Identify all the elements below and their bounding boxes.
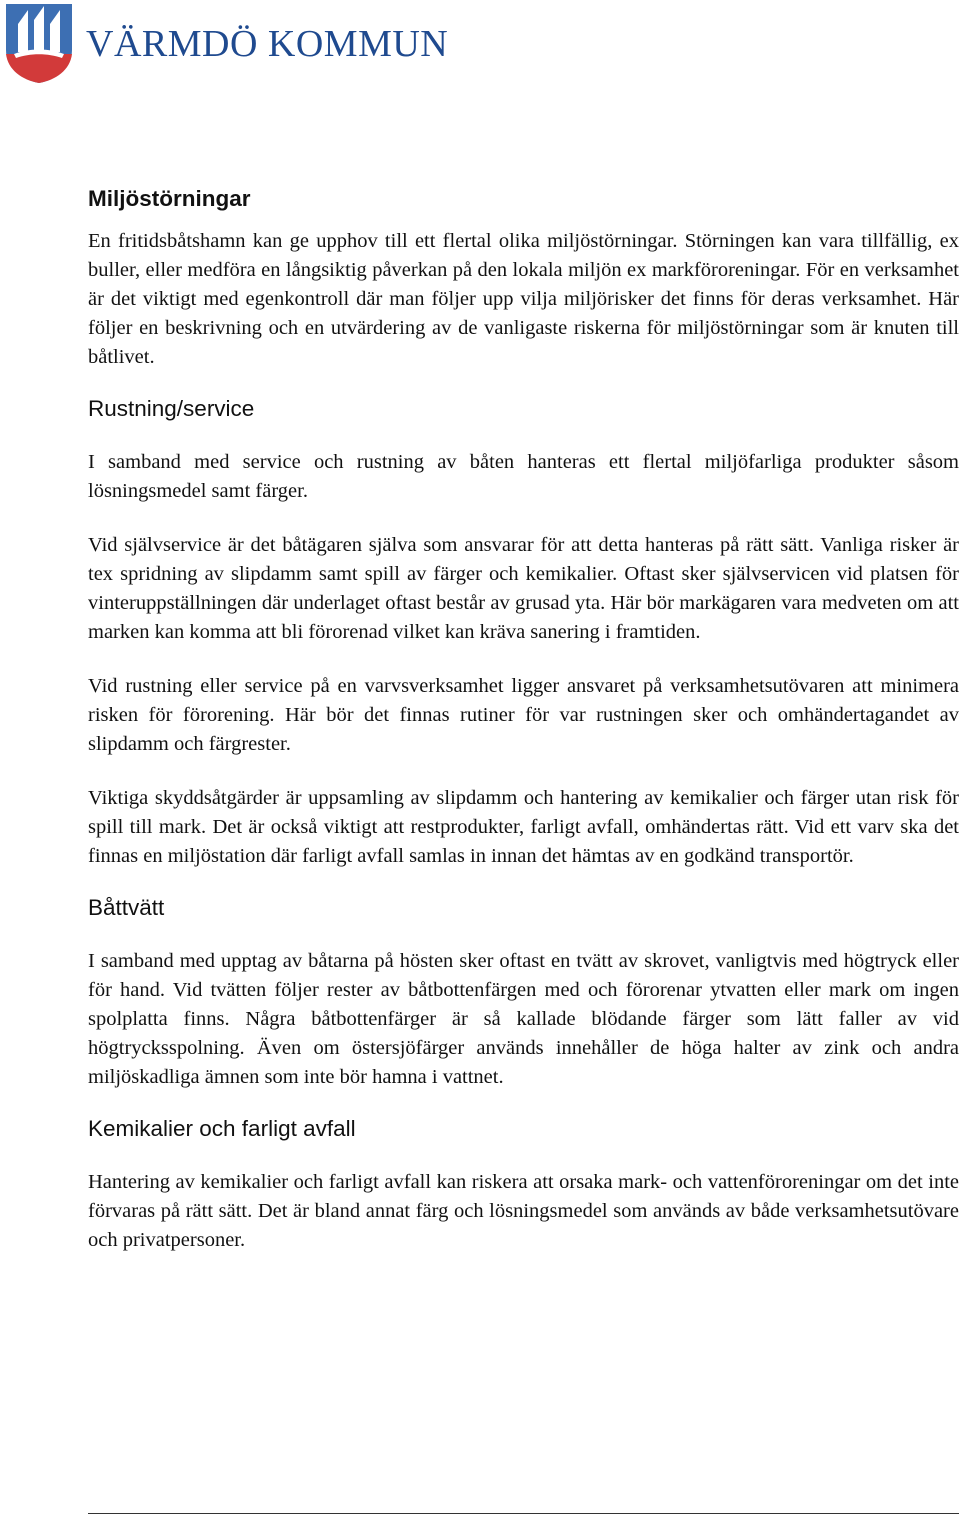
page-header (4, 2, 449, 84)
paragraph: I samband med upptag av båtarna på hösten sker oftast en tvätt av skrovet, vanligtvis med högtryck eller för hand. Vid tvätten följer rester av båtbottenfärgen med och förorenar ytvatten eller mark om ingen spolplatta finns. Några båtbottenfärger är så kallade blödande färger som lätt faller av vid högtrycksspolning. Även om östersjöfärger används innehåller de höga halter av zink och andra miljöskadliga ämnen som inte bör hamna i vattnet. (88, 950, 959, 1088)
paragraph: I samband med service och rustning av båten hanteras ett flertal miljöfarliga produkter såsom lösningsmedel samt färger. (88, 451, 959, 502)
paragraph: Vid rustning eller service på en varvsverksamhet ligger ansvaret på verksamhetsutövaren att minimera risken för förorening. Här bör det finnas rutiner för var rustningen sker och omhändertagandet av slipdamm och färgrester. (88, 675, 959, 755)
varmdo-coat-of-arms-icon (4, 2, 74, 84)
section-heading-kemikalier: Kemikalier och farligt avfall (88, 1116, 356, 1141)
paragraph: En fritidsbåtshamn kan ge upphov till ett flertal olika miljöstörningar. Störningen kan vara tillfällig, ex buller, eller medföra en långsiktig påverkan på den lokala miljön ex markföroreningar. För en verksamhet är det viktigt med egenkontroll där man följer upp vilja miljörisker det finns för deras verksamhet. Här följer en beskrivning och en utvärdering av de vanligaste riskerna för miljöstörningar som är knuten till båtlivet. (88, 230, 959, 368)
section-heading-battvatt: Båttvätt (88, 895, 165, 920)
paragraph: Viktiga skyddsåtgärder är uppsamling av slipdamm och hantering av kemikalier och färger utan risk för spill till mark. Det är också viktigt att restprodukter, farligt avfall, omhändertas rätt. Vid ett varv ska det finnas en miljöstation där farligt avfall samlas in innan det hämtas av en godkänd transportör. (88, 787, 959, 867)
organization-name: VÄRMDÖ KOMMUN (86, 23, 449, 65)
section-heading-miljostorningar: Miljöstörningar (88, 186, 251, 211)
paragraph: Vid självservice är det båtägaren själva som ansvarar för att detta hanteras på rätt sätt. Vanliga risker är tex spridning av slipdamm samt spill av färger och kemikalier. Oftast sker självservicen vid platsen för vinteruppställningen där underlaget oftast består av grusad yta. Här bör markägaren vara medveten om att marken kan komma att bli förorenad vilket kan kräva sanering i framtiden. (88, 534, 959, 643)
footer-divider (88, 1513, 959, 1514)
section-heading-rustning-service: Rustning/service (88, 396, 255, 421)
document-body (88, 184, 959, 1255)
paragraph: Hantering av kemikalier och farligt avfall kan riskera att orsaka mark- och vattenföroreningar om det inte förvaras på rätt sätt. Det är bland annat färg och lösningsmedel som används av både verksamhetsutövare och privatpersoner. (88, 1171, 959, 1251)
